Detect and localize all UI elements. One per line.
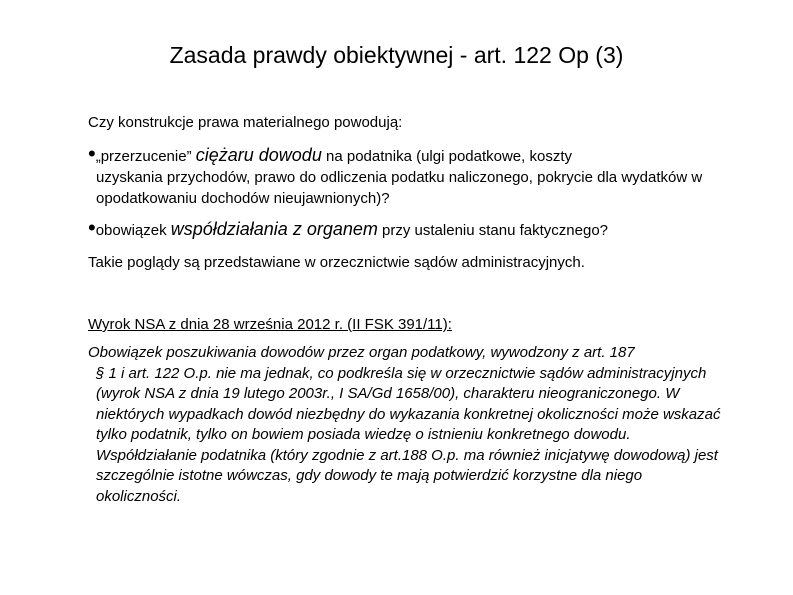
bullet-lead: obowiązek [95, 222, 171, 239]
bullet-line-tail: na podatnika (ulgi podatkowe, koszty [321, 148, 572, 165]
ruling-quote-first-line: Obowiązek poszukiwania dowodów przez organ podatkowy, wywodzony z art. 187 [88, 344, 635, 361]
bullet-item [88, 215, 728, 241]
ruling-quote [88, 343, 728, 507]
ruling-quote-rest: § 1 i art. 122 O.p. nie ma jednak, co podkreśla się w orzecznictwie sądów administracyjnych (wyrok NSA z dnia 19 lutego 2003r., I SA/Gd 1658/00), charakteru nieograniczonego. W niektórych wypadkach dowód niezbędny do wykazania konkretnej okoliczności może wskazać tylko podatnik, tylko on bowiem posiada wiedzę o istnieniu konkretnego dowodu. Współdziałanie podatnika (który zgodnie z art.188 O.p. ma również inicjatywę dowodową) jest szczególnie istotne wówczas, gdy dowody te mają potwierdzić korzystne dla niego okoliczności. [96, 364, 721, 505]
jurisprudence-note: Takie poglądy są przedstawiane w orzecznictwie sądów administracyjnych. [88, 254, 585, 271]
intro-question: Czy konstrukcje prawa materialnego powodują: [88, 114, 403, 131]
bullet-marker: • [88, 215, 96, 240]
bullet-lead: „przerzucenie” [95, 148, 196, 165]
bullet-continuation: uzyskania przychodów, prawo do odliczenia podatku naliczonego, pokrycie dla wydatków w opodatkowaniu dochodów nieujawnionych)? [96, 169, 703, 207]
bullet-marker: • [88, 141, 96, 166]
ruling-citation: Wyrok NSA z dnia 28 września 2012 r. (II FSK 391/11): [88, 316, 452, 333]
bullet-line-tail: przy ustaleniu stanu faktycznego? [377, 222, 609, 239]
slide-title: Zasada prawdy obiektywnej - art. 122 Op (3) [169, 42, 624, 68]
bullet-item [88, 141, 728, 209]
bullet-emphasis: współdziałania z organem [170, 219, 378, 239]
bullet-emphasis: ciężaru dowodu [195, 145, 322, 165]
